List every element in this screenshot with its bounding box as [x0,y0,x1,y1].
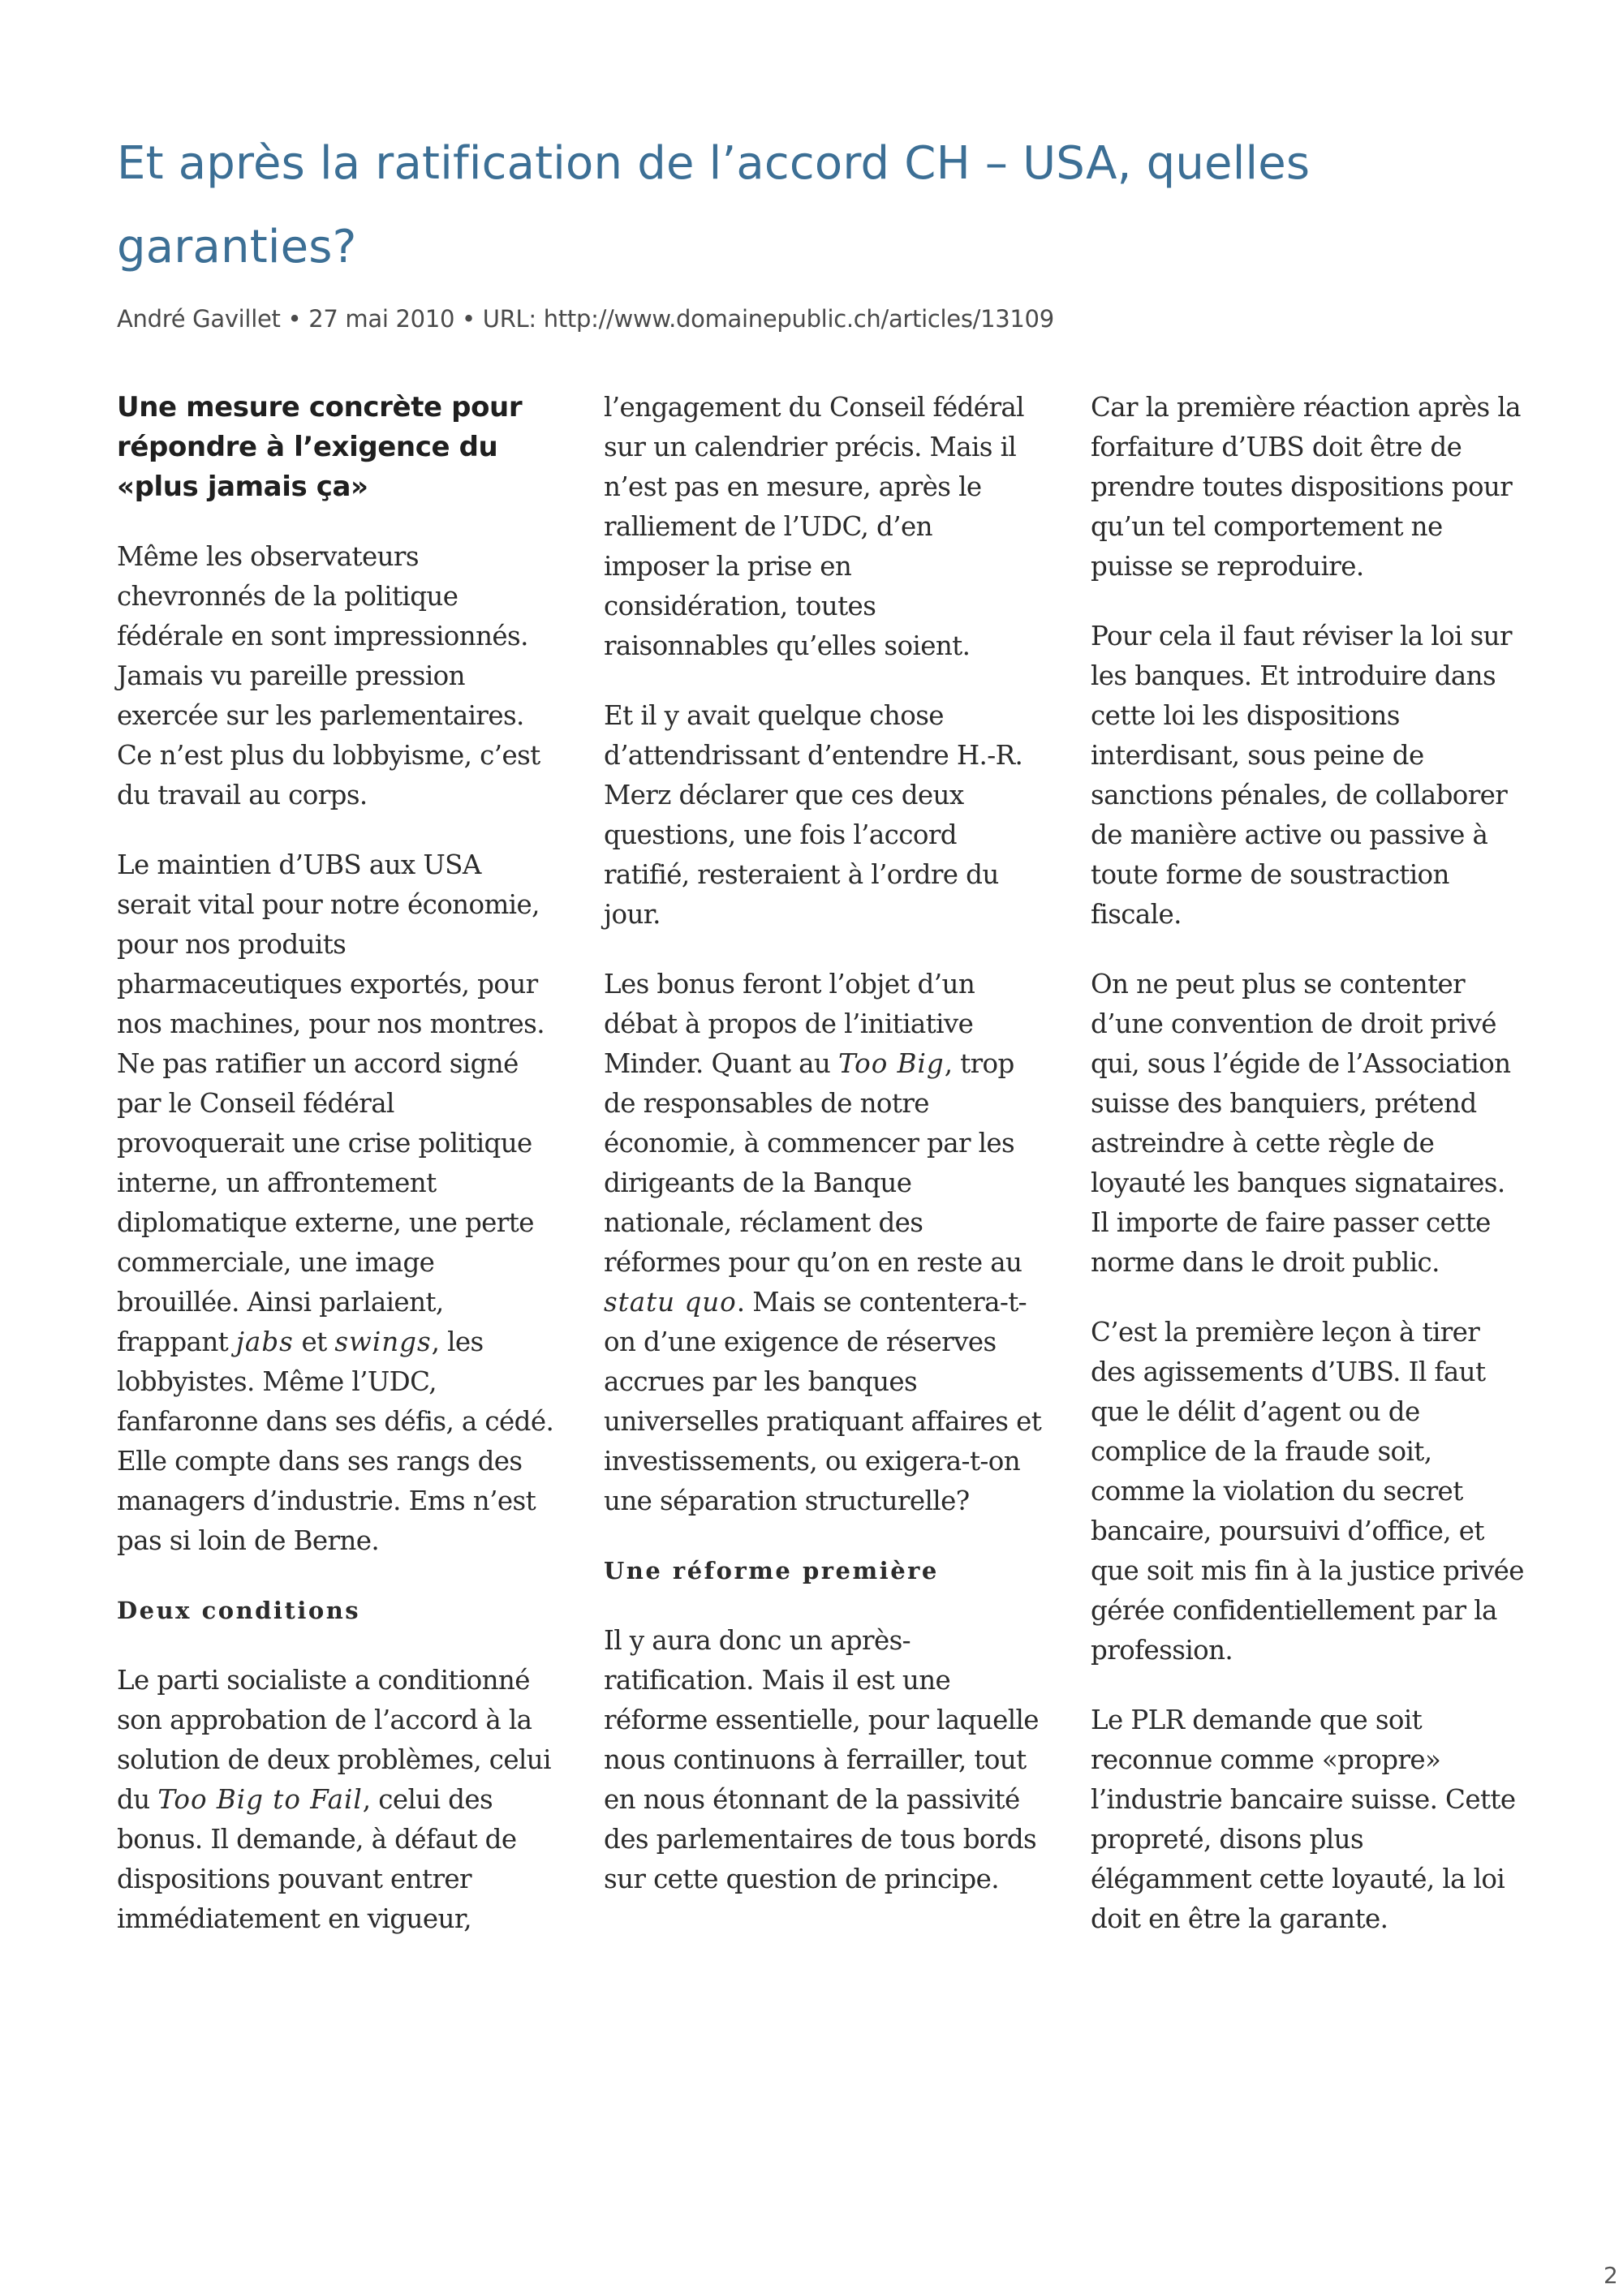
italic-term: jabs [235,1326,294,1357]
paragraph: Car la première réaction après la forfaiture d’UBS doit être de prendre toutes dispositions pour qu’un tel comportement ne puisse se reproduire. [1091,392,1521,582]
paragraph-text: et [293,1326,335,1357]
paragraph-text: , les lobbyistes. Même l’UDC, fanfaronne dans ses défis, a cédé. Elle compte dans ses rangs des managers d’industrie. Ems n’est pas si loin de Berne. [117,1326,554,1556]
paragraph: Et il y avait quelque chose d’attendrissant d’entendre H.-R. Merz déclarer que ces deux questions, une fois l’accord ratifié, resteraient à l’ordre du jour. [604,700,1023,930]
italic-term: statu quo [604,1287,737,1318]
page-number: 2 [1604,2262,1618,2289]
paragraph-text: Le parti socialiste a conditionné son approbation de l’accord à la solution de deux problèmes, celui du [117,1665,551,1815]
paragraph: l’engagement du Conseil fédéral sur un calendrier précis. Mais il n’est pas en mesure, après le ralliement de l’UDC, d’en imposer la prise en considération, toutes raisonnables qu’elles soient. [604,392,1024,661]
column-2 [604,388,1042,1929]
paragraph: On ne peut plus se contenter d’une convention de droit privé qui, sous l’égide de l’Association suisse des banquiers, prétend astreindre à cette règle de loyauté les banques signataires. Il importe de faire passer cette norme dans le droit public. [1091,969,1511,1278]
section-heading: Deux conditions [117,1597,361,1624]
italic-term: swings [334,1326,432,1357]
paragraph [604,965,1042,1521]
section-heading: Une réforme première [604,1557,939,1584]
paragraph: Même les observateurs chevronnés de la politique fédérale en sont impressionnés. Jamais vu pareille pression exercée sur les parlementaires. Ce n’est plus du lobbyisme, c’est du travail au corps. [117,541,540,810]
column-1 [117,388,555,1969]
paragraph-text: . Mais se contentera-t-on d’une exigence de réserves accrues par les banques universelles pratiquant affaires et investissements, ou exigera-t-on une séparation structurelle? [604,1287,1042,1516]
paragraph [117,1661,555,1939]
column-3 [1091,388,1529,1969]
article-title: Et après la ratification de l’accord CH – USA, quelles garanties? [117,137,1311,273]
paragraph-text: Les bonus feront l’objet d’un débat à propos de l’initiative Minder. Quant au [604,969,975,1079]
italic-term: Too Big [837,1048,945,1079]
paragraph: Pour cela il faut réviser la loi sur les banques. Et introduire dans cette loi les dispositions interdisant, sous peine de sanctions pénales, de collaborer de manière active ou passive à toute forme de soustraction fiscale. [1091,621,1512,930]
byline: André Gavillet • 27 mai 2010 • URL: http://www.domainepublic.ch/articles/13109 [117,305,1054,333]
paragraph-text: Le maintien d’UBS aux USA serait vital pour notre économie, pour nos produits pharmaceutiques exportés, pour nos machines, pour nos montres. Ne pas ratifier un accord signé par le Conseil fédéral provoquerait une crise politique interne, un affrontement diplomatique externe, une perte commerciale, une image brouillée. Ainsi parlaient, frappant [117,849,545,1357]
italic-term: Too Big to Fail [157,1784,363,1815]
paragraph: C’est la première leçon à tirer des agissements d’UBS. Il faut que le délit d’agent ou de complice de la fraude soit, comme la violation du secret bancaire, poursuivi d’office, et que soit mis fin à la justice privée gérée confidentiellement par la profession. [1091,1317,1524,1666]
paragraph: Le PLR demande que soit reconnue comme «propre» l’industrie bancaire suisse. Cette propreté, disons plus élégamment cette loyauté, la loi doit en être la garante. [1091,1705,1516,1934]
lead-heading: Une mesure concrète pour répondre à l’exigence du «plus jamais ça» [117,391,523,503]
paragraph-text: , celui des bonus. Il demande, à défaut de dispositions pouvant entrer immédiatement en vigueur, [117,1784,517,1934]
paragraph [117,845,555,1561]
paragraph: Il y aura donc un après-ratification. Mais il est une réforme essentielle, pour laquelle nous continuons à ferrailler, tout en nous étonnant de la passivité des parlementaires de tous bords sur cette question de principe. [604,1625,1039,1894]
paragraph-text: , trop de responsables de notre économie, à commencer par les dirigeants de la Banque nationale, réclament des réformes pour qu’on en reste au [604,1048,1022,1278]
